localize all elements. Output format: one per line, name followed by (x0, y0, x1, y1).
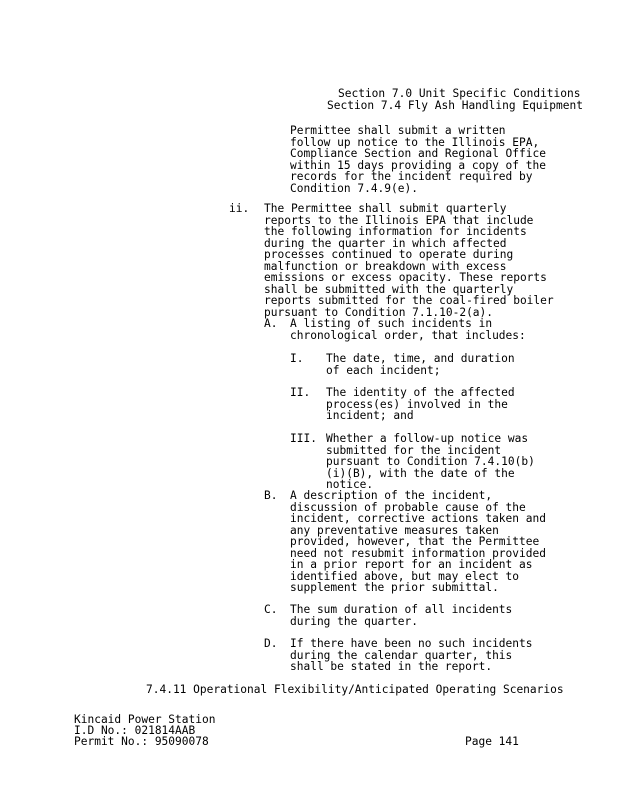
item-text-B: A description of the incident, discussion of probable cause of the incident, corrective actions taken and any preventative measures taken provided, however, that the Permittee need not resubmit information provided in a prior report for an incident as identified above, but may elect to supplement the prior submittal. (290, 489, 546, 594)
header-subsection-title: Section 7.4 Fly Ash Handling Equipment (327, 99, 583, 112)
item-text-C: The sum duration of all incidents during the quarter. (290, 603, 513, 628)
item-text-I: The date, time, and duration of each incident; (326, 352, 515, 377)
item-text-III: Whether a follow-up notice was submitted for the incident pursuant to Condition 7.4.10(b)(i)(B), with the date of the notice. (326, 432, 535, 491)
item-label-B: B. (264, 489, 278, 502)
footer-facility-name: Kincaid Power Station (74, 713, 216, 726)
footer-page-number: Page 141 (465, 735, 519, 748)
item-label-III: III. (290, 432, 317, 445)
item-label-A: A. (264, 317, 278, 330)
followup-notice-paragraph: Permittee shall submit a written follow up notice to the Illinois EPA, Compliance Section and Regional Office within 15 days providing a copy of the records for the incident required by Condition 7.4.9(e). (290, 124, 546, 195)
header-section-title: Section 7.0 Unit Specific Conditions (338, 87, 581, 100)
item-text-D: If there have been no such incidents during the calendar quarter, this shall be stated in the report. (290, 637, 533, 673)
item-label-C: C. (264, 603, 278, 616)
item-text-II: The identity of the affected process(es) involved in the incident; and (326, 386, 515, 422)
item-text-ii: The Permittee shall submit quarterly reports to the Illinois EPA that include the following information for incidents during the quarter in which affected processes continued to operate during malfunction or breakdown with excess emissions or excess opacity. These reports shall be submitted with the quarterly reports submitted for the coal-fired boiler pursuant to Condition 7.1.10-2(a). (264, 202, 554, 319)
section-heading: 7.4.11 Operational Flexibility/Anticipated Operating Scenarios (146, 683, 564, 696)
footer-id-number: I.D No.: 021814AAB (74, 724, 196, 737)
footer-permit-number: Permit No.: 95090078 (74, 735, 209, 748)
item-label-I: I. (290, 352, 304, 365)
item-text-A: A listing of such incidents in chronological order, that includes: (290, 317, 526, 342)
item-label-ii: ii. (229, 202, 250, 215)
item-label-II: II. (290, 386, 311, 399)
item-label-D: D. (264, 637, 278, 650)
